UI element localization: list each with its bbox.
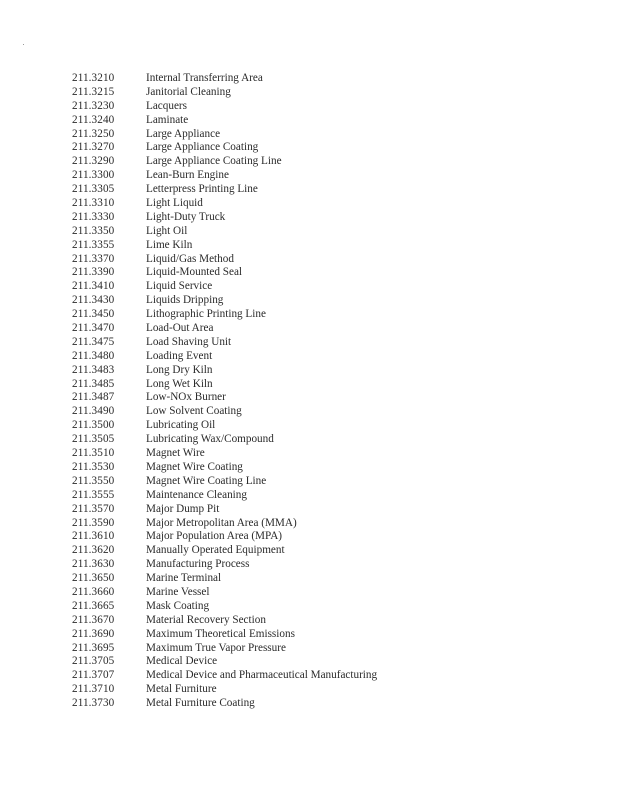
definition-row — [72, 280, 592, 294]
section-number: 211.3505 — [72, 433, 115, 446]
section-number: 211.3705 — [72, 655, 115, 668]
definition-row — [72, 433, 592, 447]
section-number: 211.3610 — [72, 530, 115, 543]
definition-row — [72, 197, 592, 211]
definition-row — [72, 266, 592, 280]
definition-row — [72, 155, 592, 169]
section-number: 211.3240 — [72, 113, 115, 126]
definition-row — [72, 183, 592, 197]
definition-row — [72, 628, 592, 642]
defined-term: Metal Furniture Coating — [146, 697, 255, 710]
definition-row — [72, 128, 592, 142]
definition-row — [72, 544, 592, 558]
definition-row — [72, 530, 592, 544]
defined-term: Major Metropolitan Area (MMA) — [146, 516, 297, 529]
defined-term: Manufacturing Process — [146, 558, 250, 571]
section-number: 211.3665 — [72, 599, 115, 612]
defined-term: Internal Transferring Area — [146, 72, 263, 84]
section-number: 211.3370 — [72, 252, 115, 265]
defined-term: Laminate — [146, 113, 189, 126]
defined-term: Lubricating Wax/Compound — [146, 433, 274, 446]
definition-row — [72, 683, 592, 697]
section-number: 211.3707 — [72, 669, 115, 682]
definition-row — [72, 517, 592, 531]
definition-row — [72, 72, 592, 86]
definition-row — [72, 391, 592, 405]
defined-term: Lithographic Printing Line — [146, 308, 266, 321]
definition-row — [72, 239, 592, 253]
section-number: 211.3270 — [72, 141, 115, 154]
section-number: 211.3487 — [72, 391, 115, 404]
section-number: 211.3215 — [72, 85, 115, 98]
defined-term: Magnet Wire Coating Line — [146, 474, 267, 487]
definition-row — [72, 294, 592, 308]
definition-row — [72, 655, 592, 669]
definition-row — [72, 336, 592, 350]
section-number: 211.3210 — [72, 72, 115, 84]
section-number: 211.3630 — [72, 558, 115, 571]
section-number: 211.3305 — [72, 183, 115, 196]
defined-term: Lime Kiln — [146, 238, 193, 251]
defined-term: Marine Terminal — [146, 572, 222, 585]
definition-row — [72, 308, 592, 322]
defined-term: Material Recovery Section — [146, 613, 266, 626]
section-number: 211.3410 — [72, 280, 115, 293]
defined-term: Load-Out Area — [146, 322, 214, 335]
defined-term: Letterpress Printing Line — [146, 183, 258, 196]
section-number: 211.3330 — [72, 210, 115, 223]
section-number: 211.3355 — [72, 238, 115, 251]
section-number: 211.3570 — [72, 502, 115, 515]
defined-term: Liquid Service — [146, 280, 213, 293]
defined-term: Lubricating Oil — [146, 419, 216, 432]
definition-row — [72, 211, 592, 225]
definitions-list — [72, 72, 592, 711]
defined-term: Load Shaving Unit — [146, 335, 232, 348]
defined-term: Mask Coating — [146, 599, 210, 612]
defined-term: Low-NOx Burner — [146, 391, 226, 404]
definition-row — [72, 642, 592, 656]
defined-term: Lean-Burn Engine — [146, 169, 229, 182]
defined-term: Manually Operated Equipment — [146, 544, 285, 557]
section-number: 211.3660 — [72, 585, 115, 598]
definition-row — [72, 697, 592, 711]
section-number: 211.3710 — [72, 683, 115, 696]
section-number: 211.3290 — [72, 155, 115, 168]
defined-term: Long Wet Kiln — [146, 377, 213, 390]
definition-row — [72, 419, 592, 433]
definition-row — [72, 100, 592, 114]
section-number: 211.3670 — [72, 613, 115, 626]
section-number: 211.3490 — [72, 405, 115, 418]
section-number: 211.3730 — [72, 697, 115, 710]
scan-speck — [23, 44, 24, 45]
defined-term: Marine Vessel — [146, 585, 210, 598]
definition-row — [72, 475, 592, 489]
definition-row — [72, 503, 592, 517]
definition-row — [72, 447, 592, 461]
defined-term: Large Appliance — [146, 127, 221, 140]
defined-term: Magnet Wire — [146, 447, 205, 460]
section-number: 211.3555 — [72, 488, 115, 501]
defined-term: Long Dry Kiln — [146, 363, 213, 376]
definition-row — [72, 225, 592, 239]
defined-term: Medical Device and Pharmaceutical Manufacturing — [146, 669, 378, 682]
defined-term: Major Dump Pit — [146, 502, 220, 515]
definition-row — [72, 614, 592, 628]
section-number: 211.3480 — [72, 349, 115, 362]
section-number: 211.3310 — [72, 197, 115, 210]
defined-term: Major Population Area (MPA) — [146, 530, 283, 543]
section-number: 211.3430 — [72, 294, 115, 307]
defined-term: Liquid/Gas Method — [146, 252, 234, 265]
section-number: 211.3483 — [72, 363, 115, 376]
definition-row — [72, 489, 592, 503]
definition-row — [72, 586, 592, 600]
defined-term: Low Solvent Coating — [146, 405, 242, 418]
definition-row — [72, 572, 592, 586]
section-number: 211.3350 — [72, 224, 115, 237]
section-number: 211.3510 — [72, 447, 115, 460]
defined-term: Light Liquid — [146, 197, 203, 210]
section-number: 211.3690 — [72, 627, 115, 640]
defined-term: Liquid-Mounted Seal — [146, 266, 243, 279]
defined-term: Liquids Dripping — [146, 294, 224, 307]
defined-term: Medical Device — [146, 655, 218, 668]
section-number: 211.3250 — [72, 127, 115, 140]
defined-term: Lacquers — [146, 99, 187, 112]
defined-term: Maintenance Cleaning — [146, 488, 247, 501]
section-number: 211.3485 — [72, 377, 115, 390]
definition-row — [72, 405, 592, 419]
defined-term: Janitorial Cleaning — [146, 85, 231, 98]
definition-row — [72, 141, 592, 155]
section-number: 211.3470 — [72, 322, 115, 335]
definition-row — [72, 253, 592, 267]
defined-term: Magnet Wire Coating — [146, 460, 243, 473]
section-number: 211.3695 — [72, 641, 115, 654]
definition-row — [72, 378, 592, 392]
section-number: 211.3500 — [72, 419, 115, 432]
defined-term: Loading Event — [146, 349, 213, 362]
section-number: 211.3620 — [72, 544, 115, 557]
section-number: 211.3230 — [72, 99, 115, 112]
definition-row — [72, 350, 592, 364]
definition-row — [72, 669, 592, 683]
definition-row — [72, 169, 592, 183]
section-number: 211.3475 — [72, 335, 115, 348]
section-number: 211.3530 — [72, 460, 115, 473]
defined-term: Maximum Theoretical Emissions — [146, 627, 295, 640]
section-number: 211.3450 — [72, 308, 115, 321]
section-number: 211.3650 — [72, 572, 115, 585]
definition-row — [72, 558, 592, 572]
definition-row — [72, 114, 592, 128]
definition-row — [72, 364, 592, 378]
defined-term: Maximum True Vapor Pressure — [146, 641, 286, 654]
section-number: 211.3590 — [72, 516, 115, 529]
defined-term: Light-Duty Truck — [146, 210, 226, 223]
definition-row — [72, 600, 592, 614]
defined-term: Large Appliance Coating — [146, 141, 259, 154]
section-number: 211.3550 — [72, 474, 115, 487]
definition-row — [72, 461, 592, 475]
defined-term: Large Appliance Coating Line — [146, 155, 282, 168]
defined-term: Light Oil — [146, 224, 188, 237]
defined-term: Metal Furniture — [146, 683, 217, 696]
definition-row — [72, 86, 592, 100]
definition-row — [72, 322, 592, 336]
section-number: 211.3390 — [72, 266, 115, 279]
section-number: 211.3300 — [72, 169, 115, 182]
